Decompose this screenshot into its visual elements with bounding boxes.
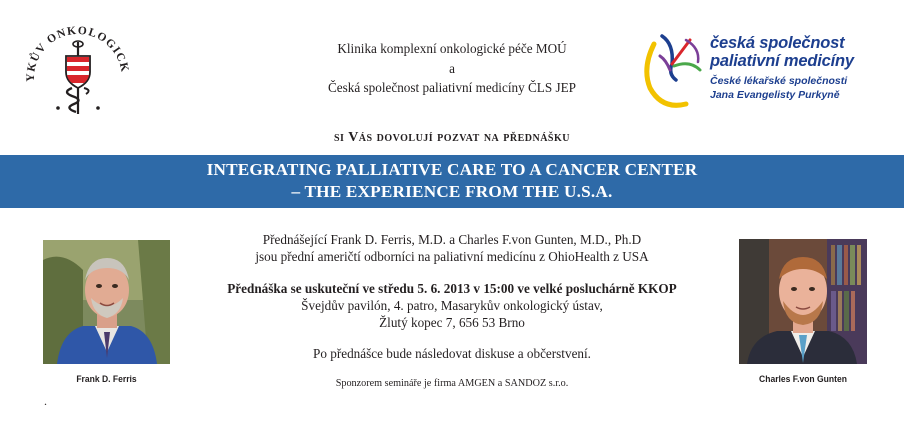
csp-title-2: paliativní medicíny [710, 52, 854, 70]
header-organizer-1: Klinika komplexní onkologické péče MOÚ [337, 41, 567, 56]
csp-title-1: česká společnost [710, 34, 845, 52]
venue-building: Švejdův pavilón, 4. patro, Masarykův onkologický ústav, [301, 298, 603, 313]
csp-subtitle-1: České lékařské společnosti [710, 75, 848, 87]
caption-ferris: Frank D. Ferris [76, 374, 137, 385]
header-organizer-2: Česká společnost paliativní medicíny ČLS JEP [328, 80, 576, 95]
header-conjunction: a [449, 61, 455, 76]
photo-ferris [43, 240, 170, 364]
csp-subtitle-2: Jana Evangelisty Purkyně [710, 89, 840, 101]
lecture-title-line-2: – THE EXPERIENCE FROM THE U.S.A. [291, 182, 613, 201]
sponsor-line: Sponzorem semináře je firma AMGEN a SANDOZ s.r.o. [335, 378, 569, 389]
photo-von-gunten [739, 239, 867, 364]
speakers-description: jsou přední američtí odborníci na paliativní medicínu z OhioHealth z USA [255, 249, 649, 264]
lecture-title-line-1: INTEGRATING PALLIATIVE CARE TO A CANCER CENTER [206, 160, 698, 179]
lecture-title-banner [0, 155, 904, 208]
lecture-date-time-venue: Přednáška se uskuteční ve středu 5. 6. 2013 v 15:00 ve velké posluchárně KKOP [227, 281, 677, 296]
after-lecture-note: Po přednášce bude následovat diskuse a občerstvení. [313, 346, 591, 361]
csp-emblem-icon [640, 30, 712, 110]
svg-text:MASARYKŮV ONKOLOGICKÝ ÚSTAV: YKŮV ONKOLOGICK [24, 24, 131, 82]
speakers-line: Přednášející Frank D. Ferris, M.D. a Charles F.von Gunten, M.D., Ph.D [262, 232, 642, 247]
invitation-line: si Vás dovolují pozvat na přednášku [334, 130, 570, 145]
csp-logo [640, 30, 890, 110]
caption-von-gunten: Charles F.von Gunten [759, 374, 847, 385]
venue-address: Žlutý kopec 7, 656 53 Brno [379, 315, 525, 330]
mou-logo [22, 16, 134, 128]
stray-dot: . [44, 394, 47, 408]
